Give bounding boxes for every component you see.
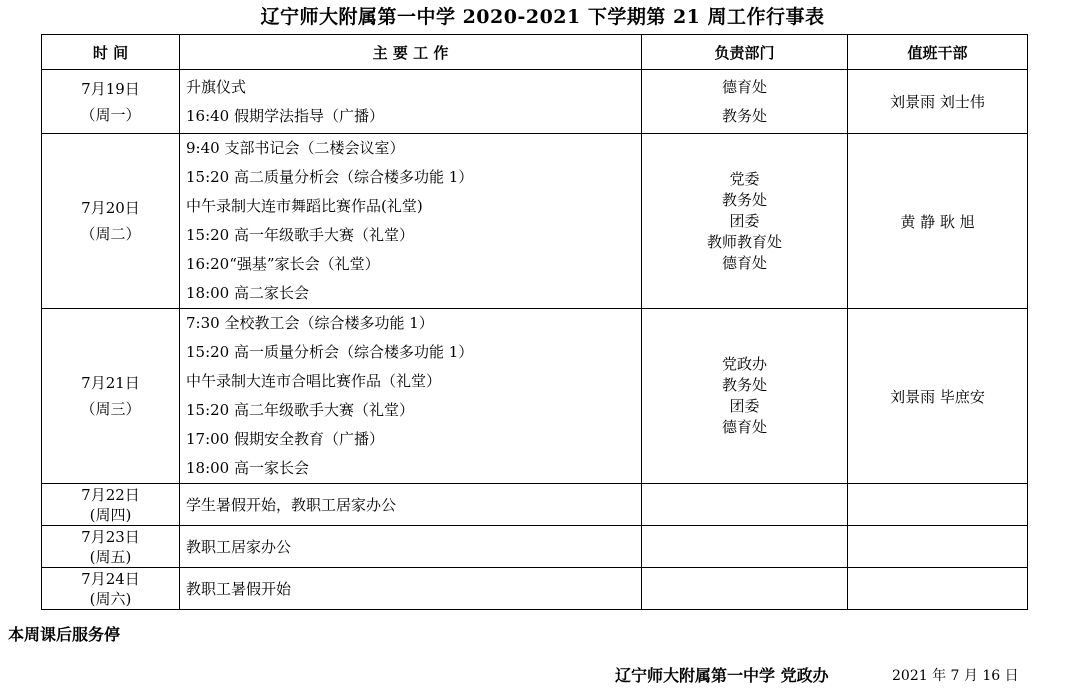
header-work: 主 要 工 作 bbox=[180, 35, 642, 70]
work-item: 15:20 高一质量分析会（综合楼多功能 1） bbox=[186, 343, 474, 361]
date-text: 7月24日 bbox=[81, 569, 140, 588]
work-item: 16:20“强基”家长会（礼堂） bbox=[186, 255, 380, 273]
work-item: 16:40 假期学法指导（广播） bbox=[186, 106, 384, 125]
date-text: 7月19日 bbox=[81, 79, 140, 98]
weekday-text: （周一） bbox=[80, 105, 141, 124]
work-cell bbox=[180, 70, 642, 134]
header-time: 时 间 bbox=[42, 35, 180, 70]
dept-item: 团委 bbox=[729, 397, 760, 415]
header-row bbox=[42, 35, 1028, 70]
date-cell bbox=[42, 568, 180, 610]
work-cell bbox=[180, 134, 642, 309]
work-item: 18:00 高二家长会 bbox=[186, 284, 309, 302]
work-item: 15:20 高一年级歌手大赛（礼堂） bbox=[186, 226, 414, 244]
work-item: 升旗仪式 bbox=[186, 77, 247, 96]
work-item: 18:00 高一家长会 bbox=[186, 459, 309, 477]
work-item: 教职工居家办公 bbox=[186, 537, 292, 556]
table-row bbox=[42, 526, 1028, 568]
table-row bbox=[42, 484, 1028, 526]
weekday-text: (周四) bbox=[89, 505, 132, 524]
work-item: 教职工暑假开始 bbox=[186, 579, 292, 598]
work-item: 17:00 假期安全教育（广播） bbox=[186, 430, 384, 448]
duty-cell bbox=[848, 568, 1028, 610]
weekday-text: (周六) bbox=[89, 589, 132, 608]
work-cell bbox=[180, 309, 642, 484]
dept-item: 教务处 bbox=[721, 376, 767, 394]
footer-note: 本周课后服务停 bbox=[8, 625, 121, 644]
date-text: 7月22日 bbox=[81, 485, 140, 504]
dept-cell bbox=[642, 568, 848, 610]
dept-item: 德育处 bbox=[721, 77, 767, 96]
work-item: 7:30 全校教工会（综合楼多功能 1） bbox=[186, 314, 434, 332]
dept-cell bbox=[642, 134, 848, 309]
weekday-text: (周五) bbox=[89, 547, 132, 566]
signature: 辽宁师大附属第一中学 党政办 bbox=[615, 666, 829, 685]
date-text: 7月21日 bbox=[81, 374, 140, 392]
weekday-text: （周二） bbox=[80, 225, 141, 243]
date-cell bbox=[42, 526, 180, 568]
dept-item: 德育处 bbox=[721, 418, 767, 436]
header-dept: 负责部门 bbox=[642, 35, 848, 70]
document-title: 辽宁师大附属第一中学 2020-2021 下学期第 21 周工作行事表 bbox=[260, 6, 825, 28]
table-row bbox=[42, 70, 1028, 134]
duty-cell: 刘景雨 刘士伟 bbox=[848, 70, 1028, 134]
date-text: 7月23日 bbox=[81, 527, 140, 546]
dept-item: 教务处 bbox=[721, 190, 767, 209]
weekday-text: （周三） bbox=[80, 400, 141, 418]
table-row bbox=[42, 134, 1028, 309]
dept-item: 教师教育处 bbox=[706, 232, 782, 251]
dept-item: 德育处 bbox=[721, 253, 767, 272]
date-cell bbox=[42, 309, 180, 484]
dept-cell bbox=[642, 70, 848, 134]
work-item: 学生暑假开始，教职工居家办公 bbox=[186, 495, 397, 514]
dept-item: 党委 bbox=[729, 169, 760, 188]
sign-date: 2021 年 7 月 16 日 bbox=[892, 668, 1019, 684]
duty-cell: 黄 静 耿 旭 bbox=[848, 134, 1028, 309]
work-cell bbox=[180, 568, 642, 610]
schedule-table bbox=[41, 34, 1028, 610]
work-item: 9:40 支部书记会（二楼会议室） bbox=[186, 139, 405, 157]
header-duty: 值班干部 bbox=[848, 35, 1028, 70]
dept-item: 团委 bbox=[729, 211, 760, 230]
work-item: 中午录制大连市合唱比赛作品（礼堂） bbox=[186, 372, 442, 390]
work-cell bbox=[180, 526, 642, 568]
dept-cell bbox=[642, 309, 848, 484]
duty-cell bbox=[848, 484, 1028, 526]
table-row bbox=[42, 309, 1028, 484]
table-row bbox=[42, 568, 1028, 610]
date-text: 7月20日 bbox=[81, 199, 140, 217]
date-cell bbox=[42, 484, 180, 526]
work-item: 15:20 高二年级歌手大赛（礼堂） bbox=[186, 401, 414, 419]
dept-item: 党政办 bbox=[721, 355, 767, 373]
dept-cell bbox=[642, 526, 848, 568]
duty-cell: 刘景雨 毕庶安 bbox=[848, 309, 1028, 484]
dept-cell bbox=[642, 484, 848, 526]
date-cell bbox=[42, 134, 180, 309]
dept-item: 教务处 bbox=[721, 106, 767, 125]
work-item: 中午录制大连市舞蹈比赛作品(礼堂) bbox=[186, 197, 423, 215]
duty-cell bbox=[848, 526, 1028, 568]
work-item: 15:20 高二质量分析会（综合楼多功能 1） bbox=[186, 168, 474, 186]
work-cell bbox=[180, 484, 642, 526]
date-cell bbox=[42, 70, 180, 134]
